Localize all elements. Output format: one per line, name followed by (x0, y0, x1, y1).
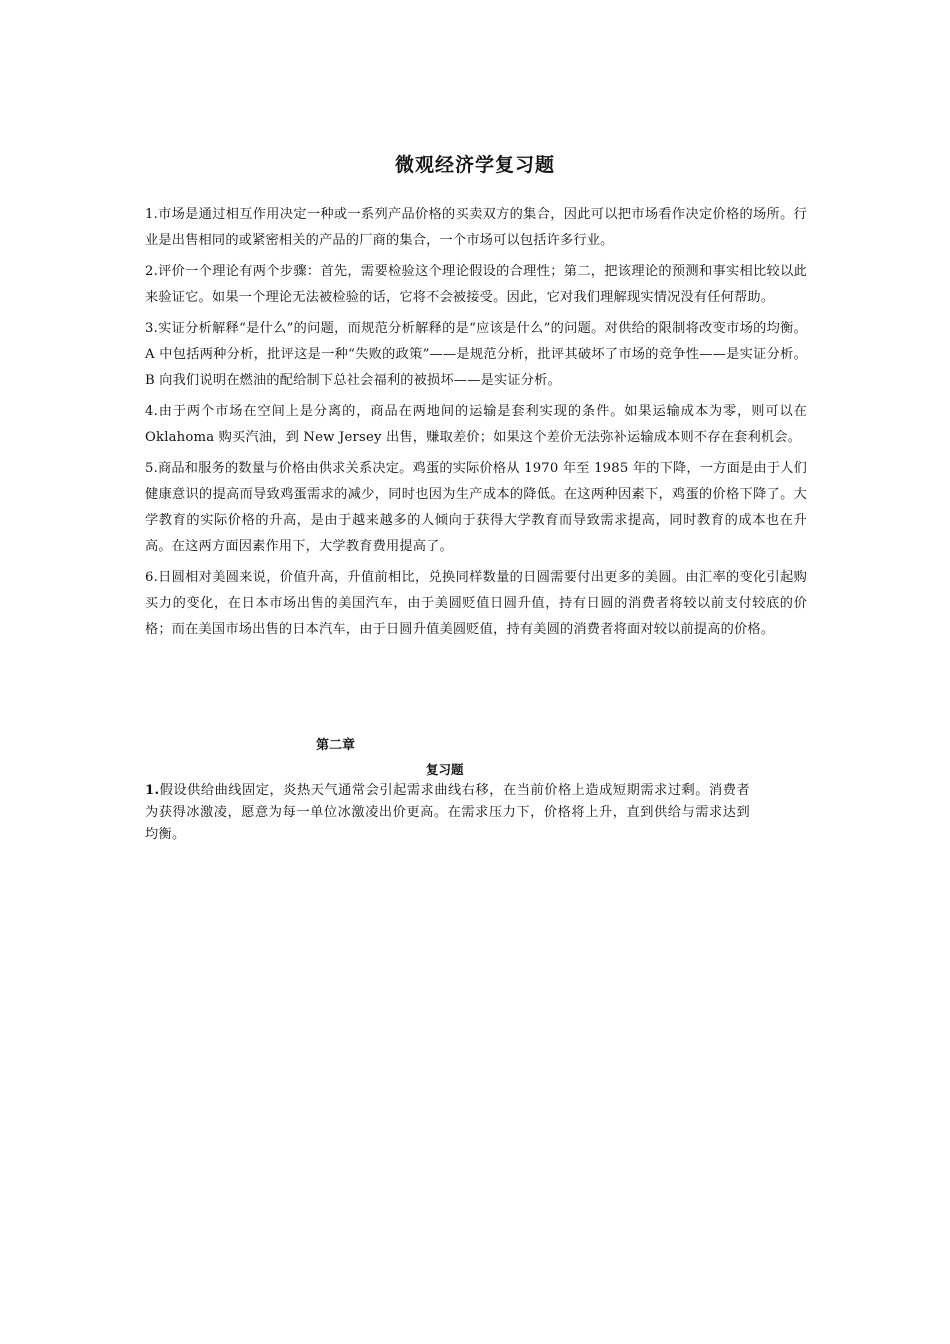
paragraph-2 (145, 259, 807, 311)
paragraph-5 (145, 456, 807, 560)
paragraph-text: 实证分析解释“是什么”的问题，而规范分析解释的是“应该是什么”的问题。对供给的限制将改变市场的均衡。A 中包括两种分析，批评这是一种“失败的政策”——是规范分析，批评其破坏了市场的竞争性——是实证分析。B 向我们说明在燃油的配给制下总社会福利的被损坏——是实证分析。 (145, 321, 807, 388)
paragraph-number: 2. (145, 264, 158, 279)
document-title: 微观经济学复习题 (394, 154, 555, 176)
paragraph-text: 日圆相对美圆来说，价值升高，升值前相比，兑换同样数量的日圆需要付出更多的美圆。由汇率的变化引起购买力的变化，在日本市场出售的美国汽车，由于美圆贬值日圆升值，持有日圆的消费者将较以前支付较底的价格；而在美国市场出售的日本汽车，由于日圆升值美圆贬值，持有美圆的消费者将面对较以前提高的价格。 (145, 570, 807, 637)
chapter1-section (145, 202, 807, 648)
paragraph-6 (145, 565, 807, 643)
paragraph-text: 假设供给曲线固定，炎热天气通常会引起需求曲线右移，在当前价格上造成短期需求过剩。消费者为获得冰激凌，愿意为每一单位冰激凌出价更高。在需求压力下，价格将上升，直到供给与需求达到均衡。 (145, 783, 750, 842)
paragraph-4 (145, 399, 807, 451)
chapter2-section (145, 780, 750, 846)
paragraph-number: 1. (145, 783, 160, 798)
paragraph-number: 4. (145, 404, 158, 419)
paragraph-number: 3. (145, 321, 158, 336)
paragraph-text: 市场是通过相互作用决定一种或一系列产品价格的买卖双方的集合，因此可以把市场看作决定价格的场所。行业是出售相同的或紧密相关的产品的厂商的集合，一个市场可以包括许多行业。 (145, 207, 807, 248)
paragraph-text: 评价一个理论有两个步骤：首先，需要检验这个理论假设的合理性；第二，把该理论的预测和事实相比较以此来验证它。如果一个理论无法被检验的话，它将不会被接受。因此，它对我们理解现实情况没有任何帮助。 (145, 264, 807, 305)
paragraph-text: 由于两个市场在空间上是分离的，商品在两地间的运输是套利实现的条件。如果运输成本为零，则可以在 Oklahoma 购买汽油，到 New Jersey 出售，赚取差价；如果这个差价无法弥补运输成本则不存在套利机会。 (145, 404, 807, 445)
chapter2-heading: 第二章 (316, 738, 356, 753)
review-questions-heading: 复习题 (426, 762, 464, 777)
paragraph-1 (145, 202, 807, 254)
paragraph-3 (145, 316, 807, 394)
paragraph-number: 6. (145, 570, 158, 585)
paragraph-number: 1. (145, 207, 158, 222)
chapter2-paragraph-1 (145, 780, 750, 846)
paragraph-number: 5. (145, 461, 158, 476)
paragraph-text: 商品和服务的数量与价格由供求关系决定。鸡蛋的实际价格从 1970 年至 1985 年的下降，一方面是由于人们健康意识的提高而导致鸡蛋需求的减少，同时也因为生产成本的降低。在这两种因素下，鸡蛋的价格下降了。大学教育的实际价格的升高，是由于越来越多的人倾向于获得大学教育而导致需求提高，同时教育的成本也在升高。在这两方面因素作用下，大学教育费用提高了。 (145, 461, 807, 554)
